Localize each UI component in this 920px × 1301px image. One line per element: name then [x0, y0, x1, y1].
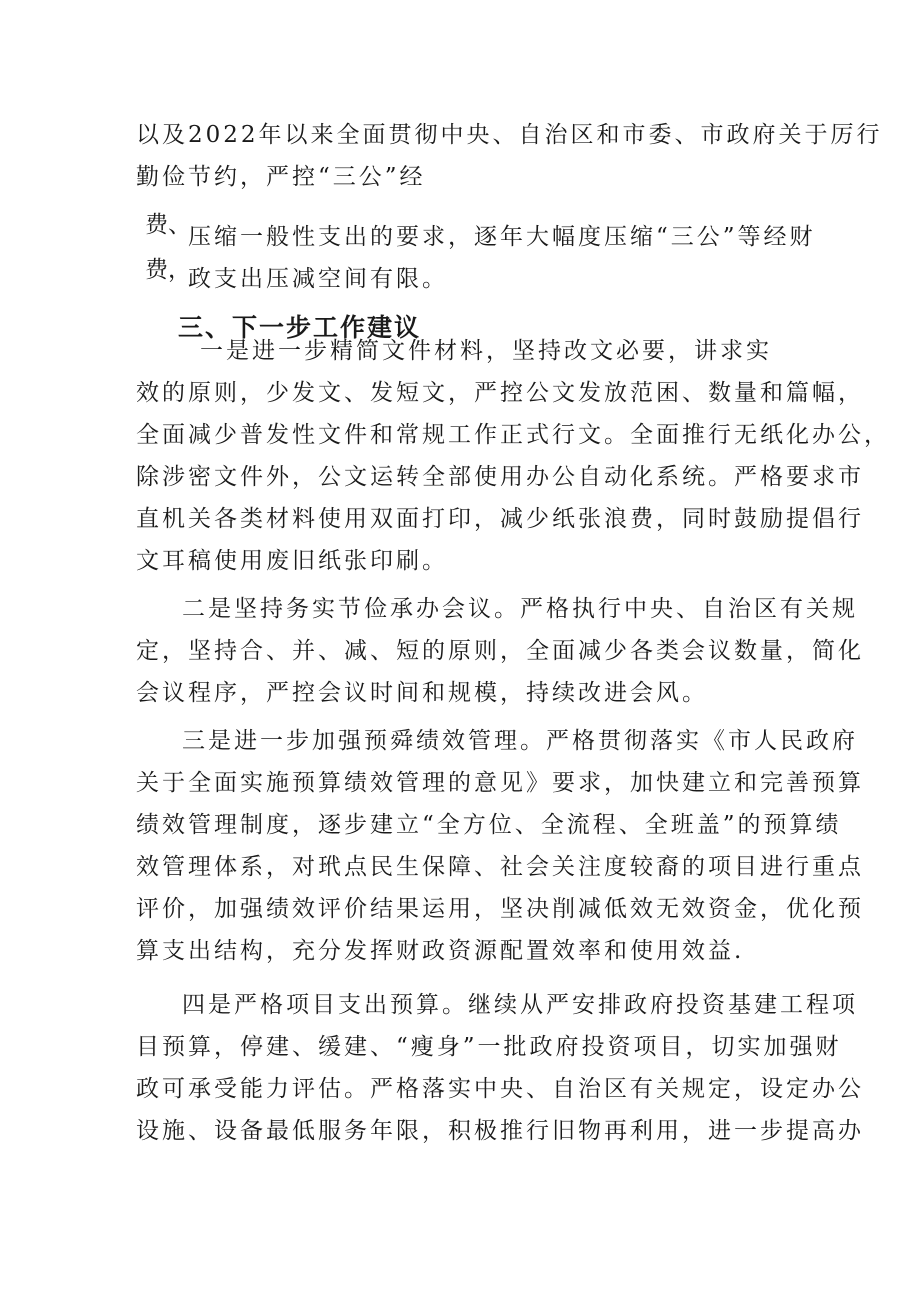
paragraph-line: 三是进一步加强预舜绩效管理。严格贯彻落实《市人民政府 [182, 728, 858, 754]
paragraph-line: 会议程序，严控会议时间和规模，持续改进会风。 [136, 680, 708, 706]
text-line: 政支出压减空间有限。 [188, 266, 448, 292]
paragraph-line: 四是严格项目支出预算。继续从严安排政府投资基建工程项 [182, 992, 858, 1018]
paragraph-line: 二是坚持务实节俭承办会议。严格执行中央、自治区有关规 [182, 596, 858, 622]
paragraph-line: 文耳稿使用废旧纸张印刷。 [136, 548, 448, 574]
paragraph-line: 设施、设备最低服务年限，积极推行旧物再利用，进一步提高办 [136, 1118, 864, 1144]
paragraph-line: 关于全面实施预算绩效管理的意见》要求，加快建立和完善预算 [136, 770, 864, 796]
cutoff-line [200, 338, 772, 364]
paragraph-line: 效管理体系，对玳点民生保障、社会关注度较裔的项目进行重点 [136, 854, 864, 880]
cutoff-text: 一是进一步精简文件材料，坚持改文必要，讲求实 [200, 338, 772, 364]
paragraph-line: 绩效管理制度，逐步建立“全方位、全流程、全班盖”的预算绩 [136, 812, 842, 838]
paragraph-line: 政可承受能力评估。严格落实中央、自治区有关规定，设定办公 [136, 1076, 864, 1102]
offset-char: 费、 [145, 212, 191, 238]
paragraph-line: 算支出结构，充分发挥财政资源配置效率和使用效益. [136, 938, 745, 964]
paragraph-line: 效的原则，少发文、发短文，严控公文发放范困、数量和篇幅， [136, 380, 864, 406]
paragraph-line: 除涉密文件外，公文运转全部使用办公自动化系统。严格要求市 [136, 464, 864, 490]
paragraph-line: 目预算，停建、缓建、“瘦身”一批政府投资项目，切实加强财 [136, 1034, 842, 1060]
text-line: 勤俭节约，严控“三公”经 [136, 164, 426, 190]
offset-char: 费， [145, 257, 191, 283]
paragraph-line: 评价，加强绩效评价结果运用，坚决削减低效无效资金，优化预 [136, 896, 864, 922]
paragraph-line: 定，坚持合、并、减、短的原则，全面减少各类会议数量，简化 [136, 638, 864, 664]
text-line: 以及2022年以来全面贯彻中央、自治区和市委、市政府关于厉行 [136, 122, 883, 148]
section-heading: 三、下一步工作建议 [178, 313, 422, 342]
paragraph-line: 直机关各类材料使用双面打印，减少纸张浪费，同时鼓励提倡行 [136, 506, 864, 532]
text-line: 压缩一般性支出的要求，逐年大幅度压缩“三公”等经财 [188, 224, 816, 250]
paragraph-line: 全面减少普发性文件和常规工作正式行文。全面推行无纸化办公， [136, 422, 890, 448]
